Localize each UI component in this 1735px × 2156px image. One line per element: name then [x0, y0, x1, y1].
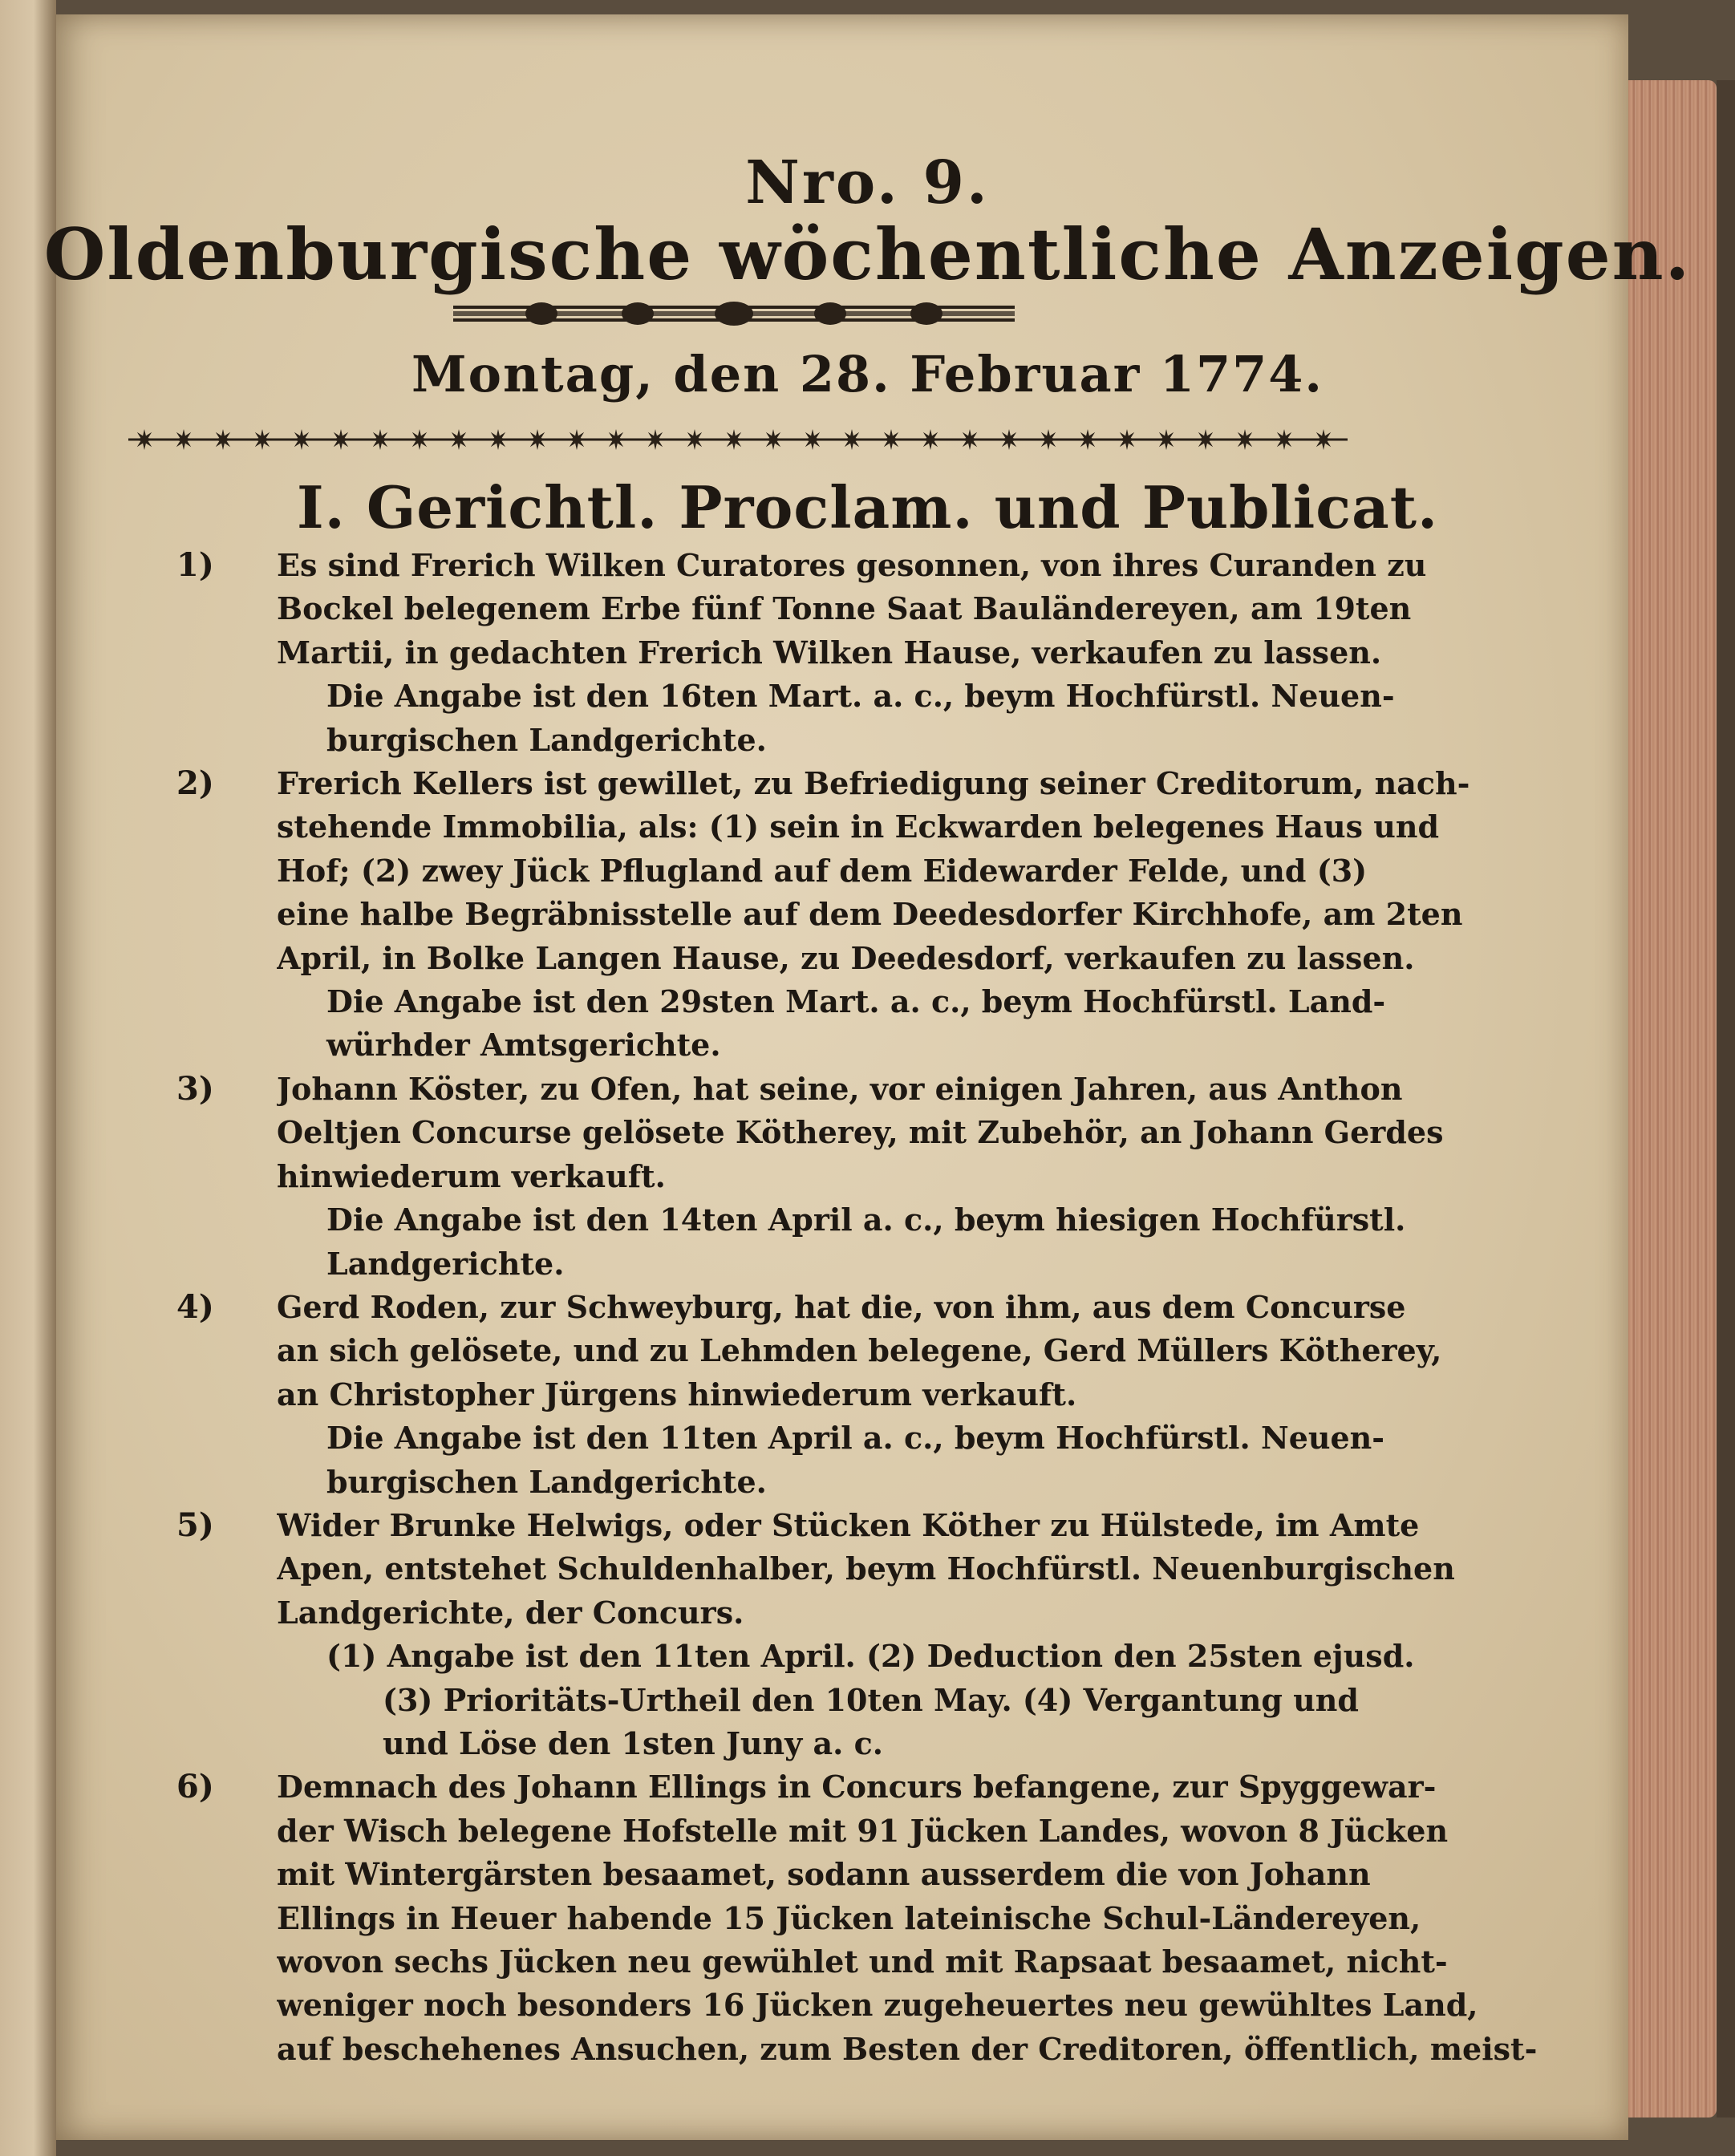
star-ornament-icon: [370, 429, 391, 450]
star-ornament-icon: [606, 429, 626, 450]
entry-note-line: (3) Prioritäts-Urtheil den 10ten May. (4) Vergantung und: [383, 1681, 1359, 1718]
star-ornament-icon: [724, 429, 744, 450]
star-ornament-icon: [1156, 429, 1177, 450]
star-ornament-icon: [802, 429, 823, 450]
entry-text-line: Es sind Frerich Wilken Curatores gesonnen, von ihres Curanden zu: [277, 547, 1427, 583]
entry-text-line: hinwiederum verkauft.: [277, 1157, 666, 1194]
star-ornament-icon: [1274, 429, 1295, 450]
entry-text-line: Bockel belegenem Erbe fünf Tonne Saat Bauländereyen, am 19ten: [277, 590, 1412, 627]
star-ornament-icon: [448, 429, 469, 450]
ornament-rule-icon: [453, 301, 1015, 326]
entry-text-line: der Wisch belegene Hofstelle mit 91 Jücken Landes, wovon 8 Jücken: [277, 1812, 1449, 1849]
entry-text-line: Frerich Kellers ist gewillet, zu Befriedigung seiner Creditorum, nach-: [277, 765, 1470, 802]
star-ornament-icon: [645, 429, 666, 450]
entry-text-line: weniger noch besonders 16 Jücken zugeheuertes neu gewühltes Land,: [277, 1987, 1478, 2024]
entry-note-line: Landgerichte.: [326, 1245, 565, 1282]
entry-number: 5): [176, 1506, 214, 1544]
entry-text-line: Oeltjen Concurse gelösete Kötherey, mit Zubehör, an Johann Gerdes: [277, 1114, 1444, 1151]
star-ornament-icon: [1077, 429, 1098, 450]
star-ornament-icon: [1117, 429, 1137, 450]
entry-text-line: Demnach des Johann Ellings in Concurs befangene, zur Spyggewar-: [277, 1769, 1437, 1805]
star-ornament-icon: [959, 429, 980, 450]
entry-body: [277, 1286, 1441, 1504]
star-ornament-icon: [488, 429, 509, 450]
star-ornament-icon: [881, 429, 902, 450]
entry-text-line: Ellings in Heuer habende 15 Jücken lateinische Schul-Ländereyen,: [277, 1899, 1421, 1936]
entry-text-line: eine halbe Begräbnisstelle auf dem Deedesdorfer Kirchhofe, am 2ten: [277, 896, 1463, 933]
entry-text-line: Landgerichte, der Concurs.: [277, 1594, 744, 1631]
entry-number: 4): [176, 1287, 214, 1326]
star-ornament-icon: [1038, 429, 1059, 450]
star-ornament-icon: [999, 429, 1020, 450]
entry-note-line: und Löse den 1sten Juny a. c.: [383, 1724, 883, 1761]
notice-entry: [176, 1286, 1442, 1504]
entry-number: 6): [176, 1768, 214, 1806]
star-ornament-icon: [173, 429, 194, 450]
entry-body: [277, 544, 1426, 762]
entry-body: [277, 1504, 1455, 1765]
entry-number: 2): [176, 764, 214, 803]
issue-number: Nro. 9.: [745, 148, 990, 217]
star-ornament-icon: [134, 429, 155, 450]
star-ornament-icon: [920, 429, 941, 450]
star-ornament-icon: [841, 429, 862, 450]
notice-entry: [176, 762, 1470, 1068]
star-ornament-icon: [684, 429, 705, 450]
star-ornament-icon: [291, 429, 312, 450]
entry-note-line: würhder Amtsgerichte.: [326, 1027, 721, 1064]
entry-text-line: Gerd Roden, zur Schweyburg, hat die, von ihm, aus dem Concurse: [277, 1288, 1406, 1325]
entry-text-line: stehende Immobilia, als: (1) sein in Eckwarden belegenes Haus und: [277, 808, 1440, 845]
star-ornament-icon: [213, 429, 233, 450]
entry-number: 3): [176, 1069, 214, 1108]
notice-entry: [176, 1068, 1444, 1286]
journal-title: Oldenburgische wöchentliche Anzeigen.: [43, 213, 1692, 296]
star-ornament-icon: [1313, 429, 1334, 450]
section-heading: I. Gerichtl. Proclam. und Publicat.: [297, 473, 1439, 541]
star-rule-icon: [128, 424, 1348, 456]
star-ornament-icon: [763, 429, 784, 450]
entry-text-line: April, in Bolke Langen Hause, zu Deedesdorf, verkaufen zu lassen.: [277, 939, 1415, 976]
entry-text-line: mit Wintergärsten besaamet, sodann ausserdem die von Johann: [277, 1856, 1371, 1893]
entry-note-line: Die Angabe ist den 11ten April a. c., beym Hochfürstl. Neuen-: [326, 1420, 1385, 1457]
entry-text-line: Hof; (2) zwey Jück Pflugland auf dem Eidewarder Felde, und (3): [277, 852, 1368, 889]
entry-text-line: Johann Köster, zu Ofen, hat seine, vor einigen Jahren, aus Anthon: [277, 1070, 1403, 1107]
entry-text-line: auf beschehenes Ansuchen, zum Besten der Creditoren, öffentlich, meist-: [277, 2030, 1538, 2067]
star-ornament-icon: [566, 429, 587, 450]
entry-body: [277, 1068, 1443, 1286]
entry-note-line: burgischen Landgerichte.: [326, 1463, 767, 1500]
entry-body: [277, 762, 1469, 1068]
entry-text-line: Martii, in gedachten Frerich Wilken Hause, verkaufen zu lassen.: [277, 634, 1382, 671]
star-ornament-icon: [252, 429, 273, 450]
entry-text-line: wovon sechs Jücken neu gewühlet und mit Rapsaat besaamet, nicht-: [277, 1943, 1448, 1980]
notice-list: [176, 544, 1538, 2071]
star-ornament-icon: [527, 429, 548, 450]
star-ornament-icon: [409, 429, 430, 450]
entry-body: [277, 1765, 1537, 2071]
facing-page-edge: [0, 0, 56, 2156]
notice-entry: [176, 1504, 1455, 1765]
entry-note-line: Die Angabe ist den 16ten Mart. a. c., beym Hochfürstl. Neuen-: [326, 678, 1395, 715]
entry-text-line: an sich gelösete, und zu Lehmden belegene, Gerd Müllers Kötherey,: [277, 1332, 1442, 1369]
star-ornament-icon: [1234, 429, 1255, 450]
notice-entry: [176, 1765, 1538, 2071]
star-ornament-icon: [1195, 429, 1216, 450]
notice-entry: [176, 544, 1427, 762]
entry-note-line: Die Angabe ist den 29sten Mart. a. c., beym Hochfürstl. Land-: [326, 983, 1386, 1020]
entry-note-line: Die Angabe ist den 14ten April a. c., beym hiesigen Hochfürstl.: [326, 1202, 1406, 1238]
entry-note-line: (1) Angabe ist den 11ten April. (2) Deduction den 25sten ejusd.: [326, 1638, 1415, 1675]
issue-date: Montag, den 28. Februar 1774.: [411, 345, 1324, 403]
entry-text-line: Apen, entstehet Schuldenhalber, beym Hochfürstl. Neuenburgischen: [277, 1550, 1455, 1587]
entry-text-line: an Christopher Jürgens hinwiederum verkauft.: [277, 1376, 1077, 1412]
entry-number: 1): [176, 546, 214, 584]
star-ornament-icon: [330, 429, 351, 450]
entry-text-line: Wider Brunke Helwigs, oder Stücken Köther zu Hülstede, im Amte: [277, 1506, 1420, 1543]
entry-note-line: burgischen Landgerichte.: [326, 721, 767, 758]
